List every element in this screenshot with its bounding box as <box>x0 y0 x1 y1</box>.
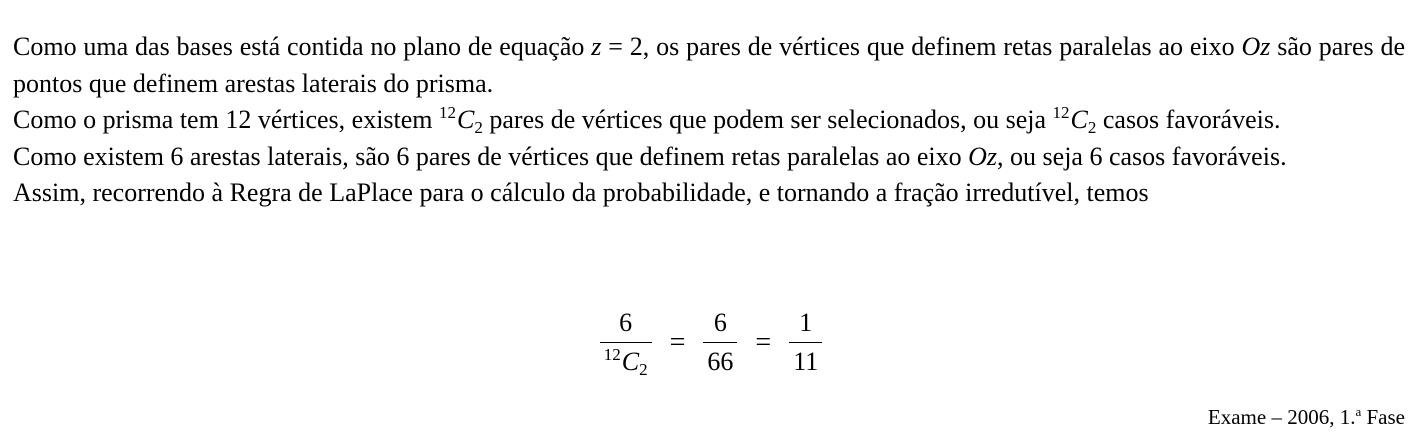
paragraph-2 <box>13 102 1405 139</box>
exam-source <box>1208 402 1405 432</box>
paragraph-4 <box>13 175 1405 212</box>
paragraph-3 <box>13 139 1405 176</box>
math-variable: z <box>591 32 602 61</box>
fraction-3 <box>789 308 822 377</box>
fraction-1 <box>600 308 652 377</box>
combination-n: 12 <box>439 103 457 122</box>
text: casos favoráveis. <box>1096 105 1281 134</box>
fraction-numerator: 6 <box>619 308 633 337</box>
text: Como existem 6 arestas laterais, são 6 pares de vértices que definem retas paralelas ao eixo <box>13 141 969 171</box>
combination-k: 2 <box>1087 118 1097 137</box>
text: , os pares de vértices que definem retas paralelas ao eixo <box>642 32 1242 61</box>
combination-letter: C <box>621 347 640 376</box>
math-axis: Oz <box>1241 32 1271 61</box>
combination-n: 12 <box>603 345 621 364</box>
combination-letter: C <box>457 105 475 134</box>
ordinal-indicator: a <box>1355 404 1362 419</box>
equals-sign: = <box>669 326 686 358</box>
fraction-2 <box>703 308 737 377</box>
math-axis: Oz <box>968 141 998 171</box>
fraction-denominator: 66 <box>703 342 737 377</box>
exam-label: Exame – 2006, 1. <box>1207 405 1356 429</box>
phase-label: Fase <box>1361 405 1405 429</box>
paragraph-1 <box>13 29 1405 102</box>
solution-text <box>13 29 1405 212</box>
combination-symbol <box>439 103 483 137</box>
fraction-numerator: 6 <box>713 308 727 337</box>
text: Como uma das bases está contida no plano de equação <box>13 32 592 61</box>
fraction-denominator: 11 <box>789 342 822 377</box>
combination-n: 12 <box>1052 103 1070 122</box>
probability-formula <box>0 308 1422 377</box>
combination-letter: C <box>1070 105 1088 134</box>
fraction-numerator: 1 <box>799 308 813 337</box>
text: pares de vértices que podem ser selecionados, ou seja <box>482 105 1053 134</box>
combination-symbol <box>1052 103 1097 137</box>
text: , ou seja 6 casos favoráveis. <box>997 141 1287 171</box>
combination-k: 2 <box>639 360 648 379</box>
text: são pares de pontos que definem arestas laterais do prisma. <box>13 32 1406 98</box>
text: Como o prisma tem 12 vértices, existem <box>13 105 440 134</box>
equals-sign: = <box>755 326 772 358</box>
text: Assim, recorrendo à Regra de LaPlace para o cálculo da probabilidade, e tornando a fração irredutível, temos <box>13 178 1149 207</box>
fraction-denominator <box>600 342 652 377</box>
combination-k: 2 <box>474 118 483 137</box>
math-equation: = 2 <box>601 32 643 61</box>
